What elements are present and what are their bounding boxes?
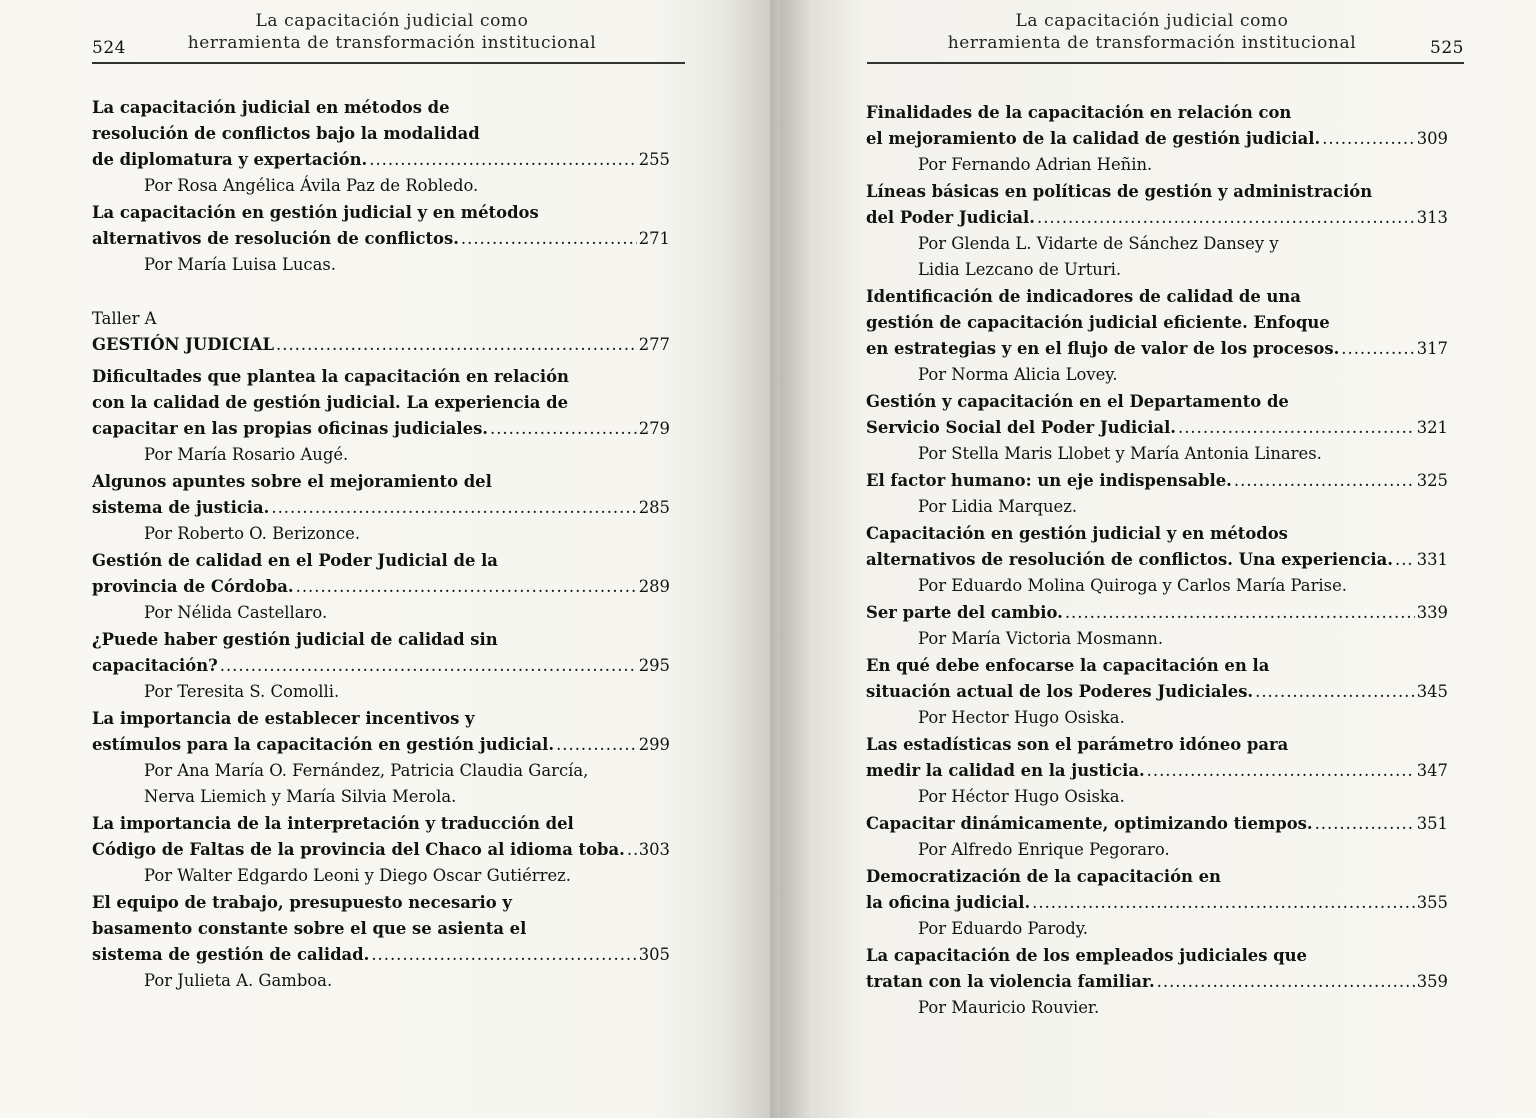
entry-last-line — [866, 890, 1448, 916]
entry-title-last: medir la calidad en la justicia. — [866, 761, 1145, 780]
entry-author: Por Roberto O. Berizonce. — [144, 524, 361, 543]
left-running-title — [172, 10, 612, 54]
leader-dots — [1341, 336, 1414, 362]
leader-dots — [220, 653, 637, 679]
entry-title-last: Código de Faltas de la provincia del Chaco al idioma toba. — [92, 840, 625, 859]
toc-entry — [92, 627, 670, 705]
toc-entry — [866, 468, 1448, 520]
entry-title-last: tratan con la violencia familiar. — [866, 972, 1155, 991]
right-page-number: 525 — [1430, 38, 1464, 58]
leader-dots — [1157, 969, 1415, 995]
entry-title-line: Finalidades de la capacitación en relación con — [866, 103, 1292, 122]
entry-last-line — [866, 547, 1448, 573]
entry-title-last: El factor humano: un eje indispensable. — [866, 471, 1232, 490]
entry-page-number: 285 — [638, 498, 670, 517]
entry-page-number: 309 — [1416, 129, 1448, 148]
entry-author: Por Hector Hugo Osiska. — [918, 708, 1125, 727]
left-table-of-contents — [92, 95, 670, 995]
entry-last-line — [866, 811, 1448, 837]
entry-title-line: Líneas básicas en políticas de gestión y administración — [866, 182, 1373, 201]
leader-dots — [371, 942, 636, 968]
toc-entry — [866, 811, 1448, 863]
entry-title-last: situación actual de los Poderes Judiciales. — [866, 682, 1254, 701]
leader-dots — [1032, 890, 1415, 916]
entry-page-number: 303 — [638, 840, 670, 859]
leader-dots — [1147, 758, 1415, 784]
entry-title-line: gestión de capacitación judicial eficiente. Enfoque — [866, 313, 1330, 332]
entry-title-line: resolución de conflictos bajo la modalidad — [92, 124, 480, 143]
toc-entry — [92, 706, 670, 810]
entry-last-line — [92, 653, 670, 679]
entry-author: Por Eduardo Molina Quiroga y Carlos María Parise. — [918, 576, 1347, 595]
entry-last-line — [866, 205, 1448, 231]
entry-page-number: 345 — [1416, 682, 1448, 701]
entry-page-number: 255 — [638, 150, 670, 169]
toc-entry — [866, 732, 1448, 810]
entry-title-last: Ser parte del cambio. — [866, 603, 1063, 622]
entry-author: Por María Luisa Lucas. — [144, 255, 336, 274]
entry-title-line: El equipo de trabajo, presupuesto necesario y — [92, 893, 512, 912]
section-title: GESTIÓN JUDICIAL — [92, 335, 275, 354]
right-table-of-contents — [866, 100, 1448, 1022]
entry-author: Por Glenda L. Vidarte de Sánchez Dansey y — [918, 234, 1279, 253]
entry-author: Por Nélida Castellaro. — [144, 603, 328, 622]
leader-dots — [271, 495, 636, 521]
entry-title-last: sistema de gestión de calidad. — [92, 945, 370, 964]
section-label: Taller A — [92, 309, 157, 328]
entry-author: Por Alfredo Enrique Pegoraro. — [918, 840, 1170, 859]
entry-author: Por María Victoria Mosmann. — [918, 629, 1164, 648]
leader-dots — [276, 332, 637, 358]
entry-title-last: alternativos de resolución de conflictos. Una experiencia. — [866, 550, 1393, 569]
entry-author: Por María Rosario Augé. — [144, 445, 349, 464]
entry-title-last: alternativos de resolución de conflictos. — [92, 229, 459, 248]
entry-title-last: provincia de Córdoba. — [92, 577, 294, 596]
toc-entry — [92, 811, 670, 889]
entry-author: Por Héctor Hugo Osiska. — [918, 787, 1125, 806]
entry-title-line: Las estadísticas son el parámetro idóneo para — [866, 735, 1289, 754]
entry-author: Por Mauricio Rouvier. — [918, 998, 1100, 1017]
entry-last-line — [92, 147, 670, 173]
entry-last-line — [866, 679, 1448, 705]
entry-title-last: capacitar en las propias oficinas judiciales. — [92, 419, 489, 438]
entry-page-number: 295 — [638, 656, 670, 675]
entry-last-line — [866, 969, 1448, 995]
running-title-line-2: herramienta de transformación institucional — [187, 33, 597, 53]
toc-entry — [92, 95, 670, 199]
leader-dots — [627, 837, 637, 863]
entry-last-line — [866, 600, 1448, 626]
entry-last-line — [92, 495, 670, 521]
entry-page-number: 339 — [1416, 603, 1448, 622]
entry-last-line — [92, 942, 670, 968]
entry-author: Por Rosa Angélica Ávila Paz de Robledo. — [144, 176, 479, 195]
entry-author: Lidia Lezcano de Urturi. — [918, 260, 1122, 279]
toc-entry — [866, 100, 1448, 178]
entry-author: Por Eduardo Parody. — [918, 919, 1089, 938]
right-page-header — [867, 8, 1464, 64]
entry-page-number: 279 — [638, 419, 670, 438]
toc-entry — [866, 179, 1448, 283]
leader-dots — [1395, 547, 1415, 573]
running-title-line-2: herramienta de transformación institucional — [947, 33, 1357, 53]
left-section-entries — [92, 364, 670, 994]
entry-title-last: del Poder Judicial. — [866, 208, 1035, 227]
entry-title-line: Democratización de la capacitación en — [866, 867, 1221, 886]
running-title-line-1: La capacitación judicial como — [1015, 11, 1289, 31]
entry-title-last: Servicio Social del Poder Judicial. — [866, 418, 1177, 437]
left-page-number: 524 — [92, 38, 126, 58]
leader-dots — [490, 416, 637, 442]
leader-dots — [369, 147, 636, 173]
toc-entry — [866, 943, 1448, 1021]
entry-title-line: Dificultades que plantea la capacitación en relación — [92, 367, 569, 386]
toc-entry — [92, 364, 670, 468]
leader-dots — [556, 732, 637, 758]
entry-title-line: La capacitación de los empleados judiciales que — [866, 946, 1307, 965]
leader-dots — [461, 226, 637, 252]
leader-dots — [1315, 811, 1415, 837]
entry-last-line — [866, 758, 1448, 784]
entry-page-number: 271 — [638, 229, 670, 248]
toc-entry — [866, 389, 1448, 467]
leader-dots — [1234, 468, 1415, 494]
entry-title-last: estímulos para la capacitación en gestión judicial. — [92, 735, 555, 754]
toc-entry — [92, 200, 670, 278]
entry-page-number: 305 — [638, 945, 670, 964]
entry-title-line: ¿Puede haber gestión judicial de calidad sin — [92, 630, 498, 649]
entry-title-last: sistema de justicia. — [92, 498, 270, 517]
entry-page-number: 317 — [1416, 339, 1448, 358]
entry-page-number: 321 — [1416, 418, 1448, 437]
entry-author: Por Stella Maris Llobet y María Antonia Linares. — [918, 444, 1322, 463]
entry-last-line — [92, 837, 670, 863]
entry-last-line — [92, 416, 670, 442]
entry-title-line: basamento constante sobre el que se asienta el — [92, 919, 527, 938]
entry-title-line: Gestión de calidad en el Poder Judicial de la — [92, 551, 498, 570]
leader-dots — [1322, 126, 1415, 152]
entry-title-line: con la calidad de gestión judicial. La experiencia de — [92, 393, 569, 412]
toc-entry — [866, 521, 1448, 599]
right-running-title — [907, 10, 1397, 54]
toc-entry — [866, 864, 1448, 942]
right-entries — [866, 100, 1448, 1021]
leader-dots — [296, 574, 637, 600]
entry-last-line — [92, 574, 670, 600]
left-top-entries — [92, 95, 670, 278]
entry-author: Por Lidia Marquez. — [918, 497, 1078, 516]
toc-entry — [866, 284, 1448, 388]
entry-author: Por Teresita S. Comolli. — [144, 682, 340, 701]
entry-page-number: 313 — [1416, 208, 1448, 227]
entry-last-line — [92, 226, 670, 252]
leader-dots — [1037, 205, 1415, 231]
entry-title-last: la oficina judicial. — [866, 893, 1031, 912]
entry-author: Por Fernando Adrian Heñin. — [918, 155, 1153, 174]
toc-entry — [866, 653, 1448, 731]
entry-author: Nerva Liemich y María Silvia Merola. — [144, 787, 457, 806]
toc-entry — [866, 600, 1448, 652]
entry-title-last: el mejoramiento de la calidad de gestión judicial. — [866, 129, 1321, 148]
entry-title-last: Capacitar dinámicamente, optimizando tiempos. — [866, 814, 1313, 833]
book-gutter — [780, 0, 814, 1118]
entry-page-number: 289 — [638, 577, 670, 596]
left-page-header — [92, 8, 685, 64]
entry-title-last: de diplomatura y expertación. — [92, 150, 368, 169]
entry-author: Por Walter Edgardo Leoni y Diego Oscar Gutiérrez. — [144, 866, 571, 885]
entry-title-line: La importancia de la interpretación y traducción del — [92, 814, 574, 833]
entry-page-number: 347 — [1416, 761, 1448, 780]
toc-entry — [92, 548, 670, 626]
entry-page-number: 331 — [1416, 550, 1448, 569]
running-title-line-1: La capacitación judicial como — [255, 11, 529, 31]
entry-title-line: La capacitación judicial en métodos de — [92, 98, 450, 117]
entry-title-last: en estrategias y en el flujo de valor de los procesos. — [866, 339, 1340, 358]
entry-title-line: La capacitación en gestión judicial y en métodos — [92, 203, 539, 222]
section-page: 277 — [638, 335, 670, 354]
entry-title-line: Capacitación en gestión judicial y en métodos — [866, 524, 1288, 543]
entry-page-number: 355 — [1416, 893, 1448, 912]
entry-title-line: La importancia de establecer incentivos y — [92, 709, 475, 728]
entry-last-line — [866, 415, 1448, 441]
entry-title-line: En qué debe enfocarse la capacitación en la — [866, 656, 1270, 675]
entry-title-line: Algunos apuntes sobre el mejoramiento del — [92, 472, 492, 491]
entry-author: Por Norma Alicia Lovey. — [918, 365, 1118, 384]
section-taller-a — [92, 306, 670, 358]
entry-last-line — [866, 126, 1448, 152]
leader-dots — [1255, 679, 1415, 705]
entry-title-line: Gestión y capacitación en el Departamento de — [866, 392, 1289, 411]
entry-page-number: 359 — [1416, 972, 1448, 991]
toc-entry — [92, 890, 670, 994]
entry-last-line — [92, 732, 670, 758]
entry-author: Por Ana María O. Fernández, Patricia Claudia García, — [144, 761, 589, 780]
entry-title-line: Identificación de indicadores de calidad de una — [866, 287, 1301, 306]
entry-title-last: capacitación? — [92, 656, 218, 675]
leader-dots — [1178, 415, 1415, 441]
entry-last-line — [866, 468, 1448, 494]
entry-last-line — [866, 336, 1448, 362]
entry-page-number: 299 — [638, 735, 670, 754]
section-title-line — [92, 332, 670, 358]
toc-entry — [92, 469, 670, 547]
entry-page-number: 351 — [1416, 814, 1448, 833]
entry-page-number: 325 — [1416, 471, 1448, 490]
entry-author: Por Julieta A. Gamboa. — [144, 971, 333, 990]
leader-dots — [1065, 600, 1415, 626]
